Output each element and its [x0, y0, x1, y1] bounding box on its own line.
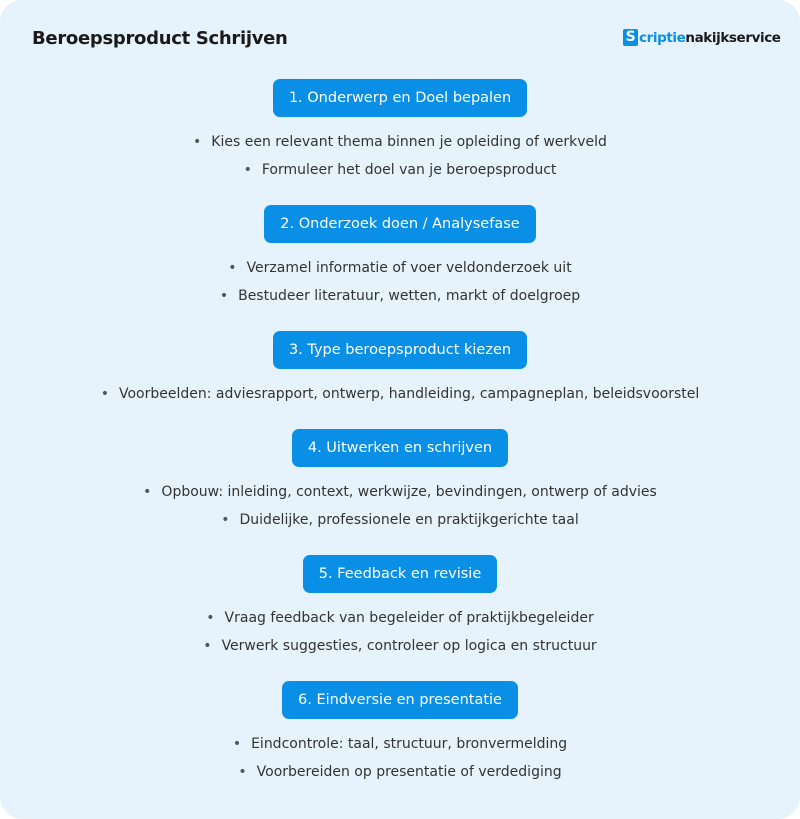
step-bullets	[0, 128, 800, 184]
bullet-text: Opbouw: inleiding, context, werkwijze, bevindingen, ontwerp of advies	[161, 484, 657, 500]
bullet-item	[0, 156, 800, 184]
bullet-item	[0, 254, 800, 282]
bullet-text: Formuleer het doel van je beroepsproduct	[261, 162, 557, 178]
step-section	[0, 205, 800, 310]
step-badge: 3. Type beroepsproduct kiezen	[273, 331, 527, 369]
bullet-item	[0, 758, 800, 786]
page-title: Beroepsproduct Schrijven	[32, 28, 288, 49]
bullet-icon: •	[193, 134, 202, 150]
step-badge: 1. Onderwerp en Doel bepalen	[273, 79, 527, 117]
bullet-item	[0, 380, 800, 408]
bullet-text: Eindcontrole: taal, structuur, bronvermelding	[251, 736, 568, 752]
bullet-icon: •	[228, 260, 237, 276]
bullet-icon: •	[206, 610, 215, 626]
step-bullets	[0, 380, 800, 408]
step-badge: 5. Feedback en revisie	[303, 555, 498, 593]
bullet-icon: •	[238, 764, 247, 780]
bullet-icon: •	[219, 288, 229, 304]
step-section	[0, 681, 800, 786]
step-bullets	[0, 604, 800, 660]
step-section	[0, 429, 800, 534]
step-badge: 6. Eindversie en presentatie	[282, 681, 518, 719]
bullet-text: Vraag feedback van begeleider of praktijkbegeleider	[224, 610, 594, 626]
bullet-item	[0, 478, 800, 506]
step-badge: 4. Uitwerken en schrijven	[292, 429, 508, 467]
step-section	[0, 79, 800, 184]
bullet-item	[0, 128, 800, 156]
bullet-item	[0, 632, 800, 660]
bullet-item	[0, 730, 800, 758]
logo-text-part1: criptie	[639, 29, 686, 46]
bullet-icon: •	[232, 736, 242, 752]
step-section	[0, 555, 800, 660]
logo	[623, 29, 781, 46]
bullet-text: Verwerk suggesties, controleer op logica en structuur	[221, 638, 597, 654]
step-bullets	[0, 254, 800, 310]
bullet-text: Verzamel informatie of voer veldonderzoek uit	[246, 260, 572, 276]
bullet-text: Voorbereiden op presentatie of verdediging	[256, 764, 562, 780]
bullet-icon: •	[100, 386, 109, 402]
bullet-text: Kies een relevant thema binnen je opleiding of werkveld	[211, 134, 607, 150]
logo-mark-icon: S	[623, 29, 638, 46]
step-section	[0, 331, 800, 408]
step-bullets	[0, 730, 800, 786]
step-badge: 2. Onderzoek doen / Analysefase	[264, 205, 535, 243]
bullet-icon: •	[143, 484, 152, 500]
bullet-text: Voorbeelden: adviesrapport, ontwerp, handleiding, campagneplan, beleidsvoorstel	[118, 386, 700, 402]
step-bullets	[0, 478, 800, 534]
bullet-icon: •	[221, 512, 230, 528]
bullet-text: Bestudeer literatuur, wetten, markt of doelgroep	[238, 288, 581, 304]
bullet-text: Duidelijke, professionele en praktijkgerichte taal	[239, 512, 579, 528]
bullet-item	[0, 604, 800, 632]
bullet-item	[0, 282, 800, 310]
steps-flow	[0, 79, 800, 807]
logo-text-part2: nakijkservice	[685, 29, 781, 46]
bullet-icon: •	[203, 638, 212, 654]
bullet-item	[0, 506, 800, 534]
bullet-icon: •	[243, 162, 252, 178]
